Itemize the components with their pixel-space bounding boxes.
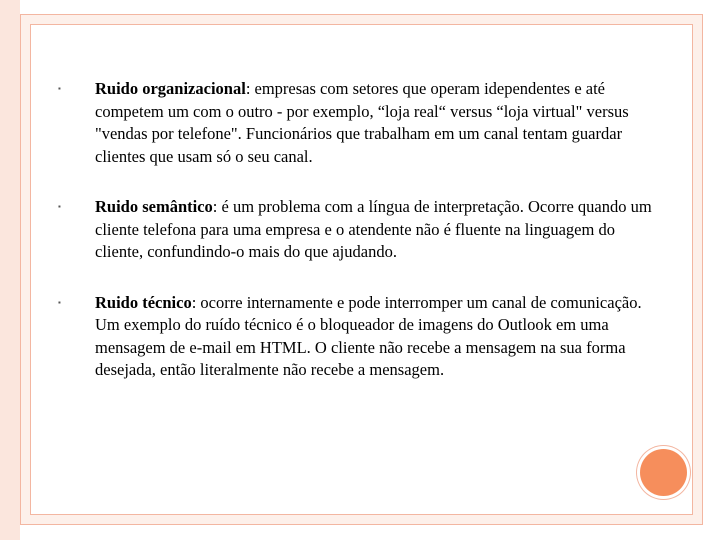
bullet-term: Ruido organizacional	[95, 79, 246, 98]
bullet-text: : ocorre internamente e pode interromper um canal de comunicação. Um exemplo do ruído técnico é o bloqueador de imagens do Outlook em uma mensagem de e-mail em HTML. O cliente não recebe a mensagem na sua forma desejada, então literalmente não recebe a mensagem.	[95, 292, 642, 379]
bullet-item-organizacional	[56, 78, 656, 168]
bullet-text: : empresas com setores que operam idependentes e até competem um com o outro - por exemplo, “loja real“ versus “loja virtual" versus "vendas por telefone". Funcionários que trabalham em um canal tentam guardar clientes que usam só o seu canal.	[95, 79, 629, 166]
orange-circle-decoration	[640, 449, 687, 496]
bullet-marker: ▪	[58, 84, 61, 93]
left-decorative-band	[0, 0, 20, 540]
bullet-item-tecnico	[56, 292, 656, 382]
bullet-item-semantico	[56, 196, 656, 264]
bullet-text: : é um problema com a língua de interpretação. Ocorre quando um cliente telefona para uma empresa e o atendente não é fluente na linguagem do cliente, confundindo-o mais do que ajudando.	[95, 197, 652, 261]
bullet-term: Ruido semântico	[95, 197, 213, 216]
bullet-marker: ▪	[58, 202, 61, 211]
bullet-marker: ▪	[58, 297, 61, 307]
bullet-term: Ruido técnico	[95, 292, 192, 312]
bullet-list	[56, 78, 656, 410]
